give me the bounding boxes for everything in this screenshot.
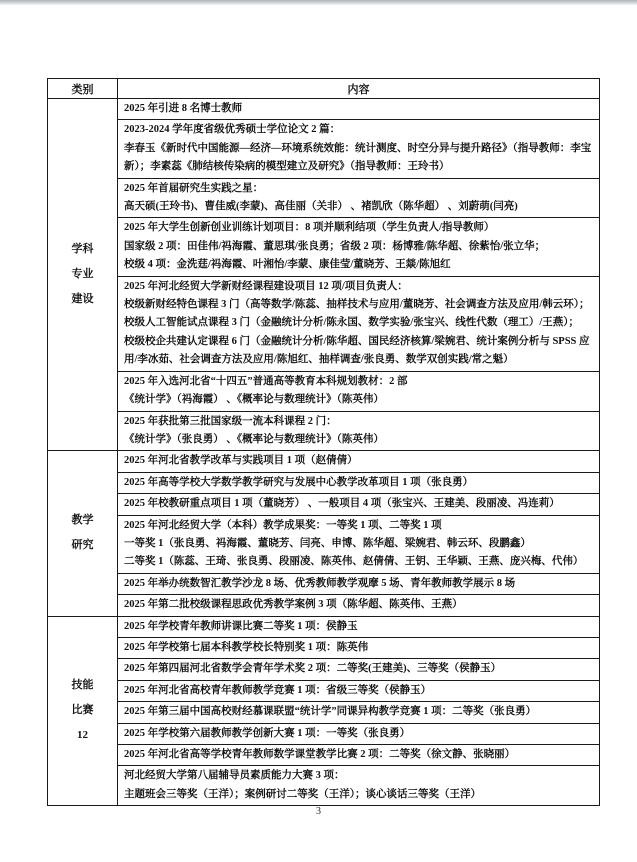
content-cell — [118, 371, 600, 411]
table-row — [48, 637, 600, 658]
content-line: 2025 年河北经贸大学（本科）教学成果奖：一等奖 1 项、二等奖 1 项 — [124, 519, 442, 531]
content-cell — [118, 178, 600, 218]
content-line: 高天硕(王玲书)、曹佳威(李蒙)、高佳丽（关非） 、褚凯欣（陈华超） 、刘蔚萌(闫亮) — [124, 201, 518, 213]
content-cell — [118, 515, 600, 573]
content-cell — [118, 276, 600, 371]
header-content: 内容 — [118, 79, 600, 99]
content-line: 校级 4 项：金洗莛/祃海霞、叶湘怡/李蒙、康佳莹/董晓芳、王燚/陈旭红 — [124, 259, 451, 271]
content-cell — [118, 218, 600, 276]
content-line: 国家级 2 项：田佳伟/祃海霞、董思琪/张良勇；省级 2 项：杨博雅/陈华超、徐紫怡/张立华； — [124, 240, 546, 252]
content-line: 二等奖 1（陈蕊、王琦、张良勇、段丽凌、陈英伟、赵倩倩、王钥、王华颖、王燕、庞兴梅、代伟） — [124, 556, 584, 568]
content-line: 河北经贸大学第八届辅导员素质能力大赛 3 项： — [124, 770, 345, 782]
content-line: 2025 年获批第三批国家级一流本科课程 2 门： — [124, 415, 337, 427]
content-cell — [118, 680, 600, 701]
content-cell — [118, 99, 600, 120]
content-line: 2025 年大学生创新创业训练计划项目：8 项并顺利结项（学生负责人/指导教师） — [124, 222, 495, 234]
table-row — [48, 472, 600, 493]
table-row — [48, 680, 600, 701]
category-label-line: 研究 — [71, 539, 94, 552]
content-line: 2025 年河北经贸大学新财经课程建设项目 12 项/项目负责人： — [124, 280, 408, 292]
table-row — [48, 120, 600, 178]
content-line: 一等奖 1（张良勇、祃海霞、董晓芳、闫亮、申博、陈华超、梁婉君、韩云环、段鹏鑫） — [124, 537, 531, 549]
table-row — [48, 702, 600, 723]
content-line: 2023-2024 学年度省级优秀硕士学位论文 2 篇： — [124, 124, 341, 136]
content-line: 2025 年第三届中国高校财经慕课联盟“统计学”同课异构教学竞赛 1 项：二等奖（张良勇） — [124, 706, 537, 718]
category-label-line: 教学 — [71, 514, 94, 527]
table-row — [48, 616, 600, 637]
content-line: 2025 年河北省教学改革与实践项目 1 项（赵倩倩） — [124, 455, 358, 467]
content-line: 2025 年第二批校级课程思政优秀教学案例 3 项（陈华超、陈英伟、王燕） — [124, 599, 463, 611]
table-row — [48, 659, 600, 680]
table-row — [48, 451, 600, 472]
content-cell — [118, 411, 600, 451]
content-line: 2025 年举办统数智汇教学沙龙 8 场、优秀教师教学观摩 5 场、青年教师教学展示 8 场 — [124, 577, 516, 589]
category-label-line: 12 — [77, 729, 88, 742]
content-line: 校级人工智能试点课程 3 门（金融统计分析/陈永国、数学实验/张宝兴、线性代数（理工）/王燕）； — [124, 317, 579, 329]
header-category: 类别 — [48, 79, 118, 99]
category-cell-0 — [48, 99, 118, 451]
table-row — [48, 595, 600, 616]
content-line: 2025 年学校青年教师讲课比赛二等奖 1 项：侯静玉 — [124, 620, 358, 632]
content-line: 2025 年河北省高校青年教师教学竞赛 1 项：省级三等奖（侯静玉） — [124, 684, 432, 696]
table-row — [48, 494, 600, 515]
content-line: 2025 年入选河北省“十四五”普通高等教育本科规划教材：2 部 — [124, 375, 408, 387]
content-line: 校级校企共建认定课程 6 门（金融统计分析/陈华超、国民经济核算/梁婉君、统计案例分析与 SPSS 应 — [124, 335, 590, 347]
category-label-line: 专业 — [71, 268, 94, 281]
table-row — [48, 218, 600, 276]
table-row — [48, 411, 600, 451]
content-cell — [118, 745, 600, 766]
content-line: 《统计学》（祃海霞） 、《概率论与数理统计》（陈英伟） — [124, 394, 384, 406]
table-row — [48, 178, 600, 218]
content-cell — [118, 451, 600, 472]
category-label-line: 技能 — [71, 679, 94, 692]
table-row — [48, 745, 600, 766]
content-cell — [118, 573, 600, 594]
content-cell — [118, 723, 600, 744]
table-row — [48, 371, 600, 411]
content-line: 2025 年首届研究生实践之星： — [124, 182, 264, 194]
table-row — [48, 766, 600, 806]
content-cell — [118, 494, 600, 515]
content-line: 2025 年引进 8 名博士教师 — [124, 103, 243, 114]
content-line: 2025 年学校第六届教师教学创新大赛 1 项：一等奖（张良勇） — [124, 727, 411, 739]
page-number: 3 — [316, 806, 321, 817]
content-cell — [118, 472, 600, 493]
category-label-line: 比赛 — [71, 704, 94, 717]
table-body — [48, 99, 600, 806]
content-line: 校级新财经特色课程 3 门（高等数学/陈蕊、抽样技术与应用/董晓芳、社会调查方法及应用/韩云环）； — [124, 299, 590, 311]
content-cell — [118, 120, 600, 178]
category-cell-2 — [48, 616, 118, 806]
category-label-line: 建设 — [71, 293, 94, 306]
content-cell — [118, 766, 600, 806]
table-row — [48, 276, 600, 371]
content-line: 主题班会三等奖（王洋）；案例研讨二等奖（王洋）；谈心谈话三等奖（王洋） — [124, 788, 481, 800]
content-line: 李春玉《新时代中国能源—经济—环境系统效能：统计测度、时空分异与提升路径》（指导教师：李宝 — [124, 142, 592, 154]
achievements-table — [47, 78, 600, 806]
content-line: 2025 年学校第七届本科教学校长特别奖 1 项：陈英伟 — [124, 641, 369, 653]
category-label-line: 学科 — [71, 243, 94, 256]
content-cell — [118, 702, 600, 723]
content-cell — [118, 637, 600, 658]
table-header — [48, 79, 600, 99]
content-line: 新）；李素蕊《肺结核传染病的模型建立及研究》（指导教师：王玲书） — [124, 161, 450, 173]
content-cell — [118, 659, 600, 680]
content-line: 2025 年校教研重点项目 1 项（董晓芳） 、一般项目 4 项（张宝兴、王建美、段丽凌、冯连莉） — [124, 498, 560, 510]
content-line: 2025 年高等学校大学数学教学研究与发展中心教学改革项目 1 项（张良勇） — [124, 476, 474, 488]
content-line: 《统计学》（张良勇） 、《概率论与数理统计》（陈英伟） — [124, 433, 384, 445]
table-header-row — [48, 79, 600, 99]
table-row — [48, 515, 600, 573]
scan-edge-top — [0, 0, 637, 5]
content-line: 用/李冰茹、社会调查方法及应用/陈旭红、抽样调查/张良勇、数学双创实践/常之魁） — [124, 354, 514, 366]
table-row — [48, 99, 600, 120]
content-cell — [118, 595, 600, 616]
content-line: 2025 年河北省高等学校青年教师数学课堂教学比赛 2 项：二等奖（徐文静、张晓丽） — [124, 749, 516, 760]
content-line: 2025 年第四届河北省数学会青年学术奖 2 项：二等奖(王建美)、三等奖（侯静玉） — [124, 663, 502, 675]
content-cell — [118, 616, 600, 637]
table-row — [48, 573, 600, 594]
category-cell-1 — [48, 451, 118, 616]
table-row — [48, 723, 600, 744]
